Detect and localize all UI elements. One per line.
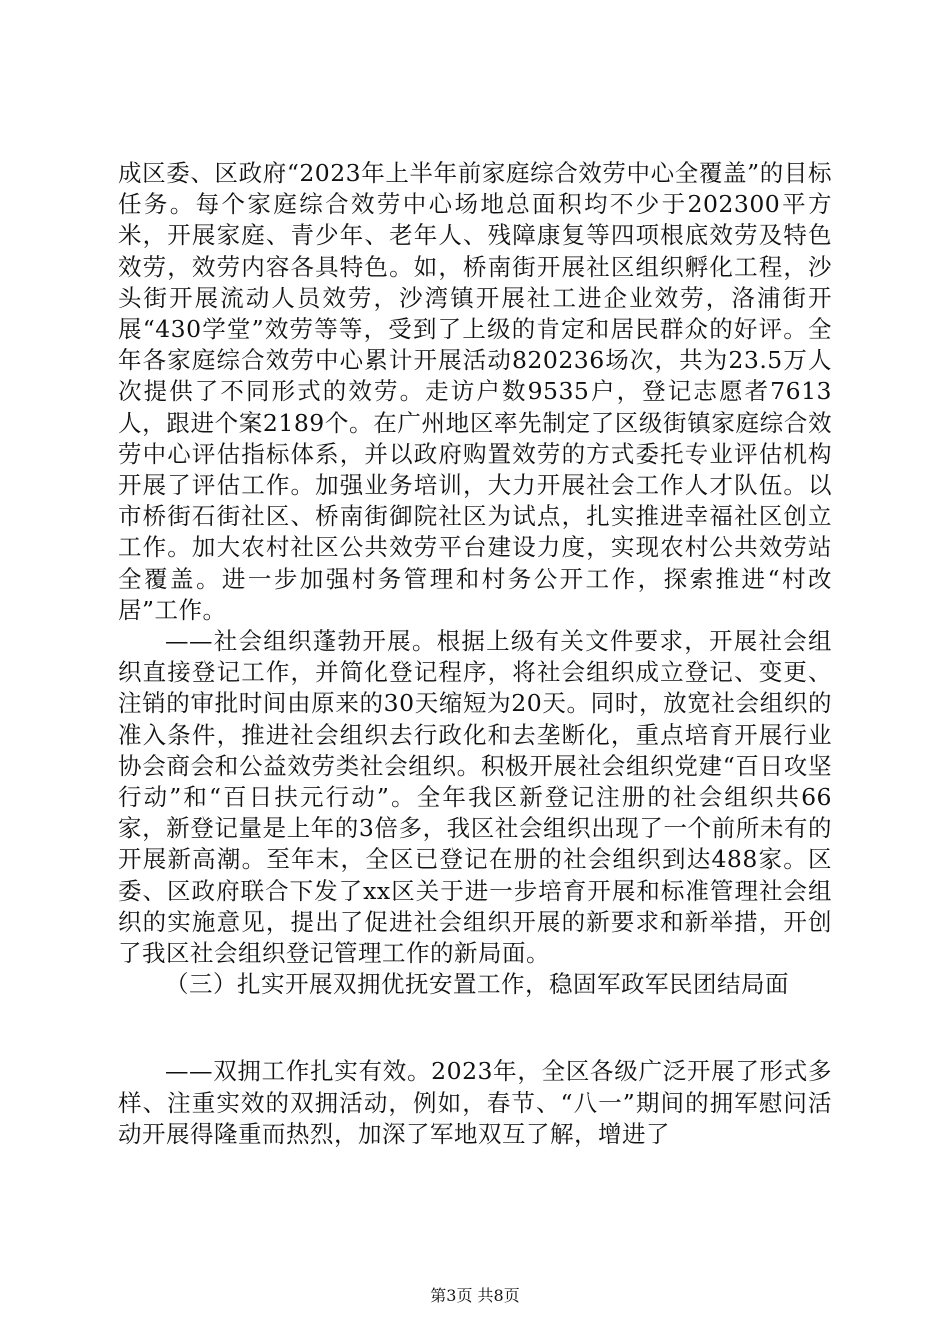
document-body	[118, 158, 832, 1150]
paragraph-double-support-work: ——双拥工作扎实有效。2023年，全区各级广泛开展了形式多样、注重实效的双拥活动，例如，春节、“八一”期间的拥军慰问活动开展得隆重而热烈，加深了军地双互了解，增进了	[118, 1057, 832, 1148]
section-heading-double-support: （三）扎实开展双拥优抚安置工作，稳固军政军民团结局面	[165, 970, 789, 999]
blank-line	[118, 1000, 832, 1056]
paragraph-social-organizations: ——社会组织蓬勃开展。根据上级有关文件要求，开展社会组织直接登记工作，并简化登记程序，将社会组织成立登记、变更、注销的审批时间由原来的30天缩短为20天。同时，放宽社会组织的准入条件，推进社会组织去行政化和去垄断化，重点培育开展行业协会商会和公益效劳类社会组织。积极开展社会组织党建“百日攻坚行动”和“百日扶元行动”。全年我区新登记注册的社会组织共66家，新登记量是上年的3倍多，我区社会组织出现了一个前所未有的开展新高潮。至年末，全区已登记在册的社会组织到达488家。区委、区政府联合下发了xx区关于进一步培育开展和标准管理社会组织的实施意见，提出了促进社会组织开展的新要求和新举措，开创了我区社会组织登记管理工作的新局面。	[118, 627, 832, 968]
page-number-footer: 第3页 共8页	[430, 1286, 520, 1305]
paragraph-family-service: 成区委、区政府“2023年上半年前家庭综合效劳中心全覆盖”的目标任务。每个家庭综合效劳中心场地总面积均不少于202300平方米，开展家庭、青少年、老年人、残障康复等四项根底效劳及特色效劳，效劳内容各具特色。如，桥南街开展社区组织孵化工程，沙头街开展流动人员效劳，沙湾镇开展社工进企业效劳，洛浦街开展“430学堂”效劳等等，受到了上级的肯定和居民群众的好评。全年各家庭综合效劳中心累计开展活动820236场次，共为23.5万人次提供了不同形式的效劳。走访户数9535户，登记志愿者7613人，跟进个案2189个。在广州地区率先制定了区级街镇家庭综合效劳中心评估指标体系，并以政府购置效劳的方式委托专业评估机构开展了评估工作。加强业务培训，大力开展社会工作人才队伍。以市桥街石街社区、桥南街御院社区为试点，扎实推进幸福社区创立工作。加大农村社区公共效劳平台建设力度，实现农村公共效劳站全覆盖。进一步加强村务管理和村务公开工作，探索推进“村改居”工作。	[118, 159, 832, 624]
